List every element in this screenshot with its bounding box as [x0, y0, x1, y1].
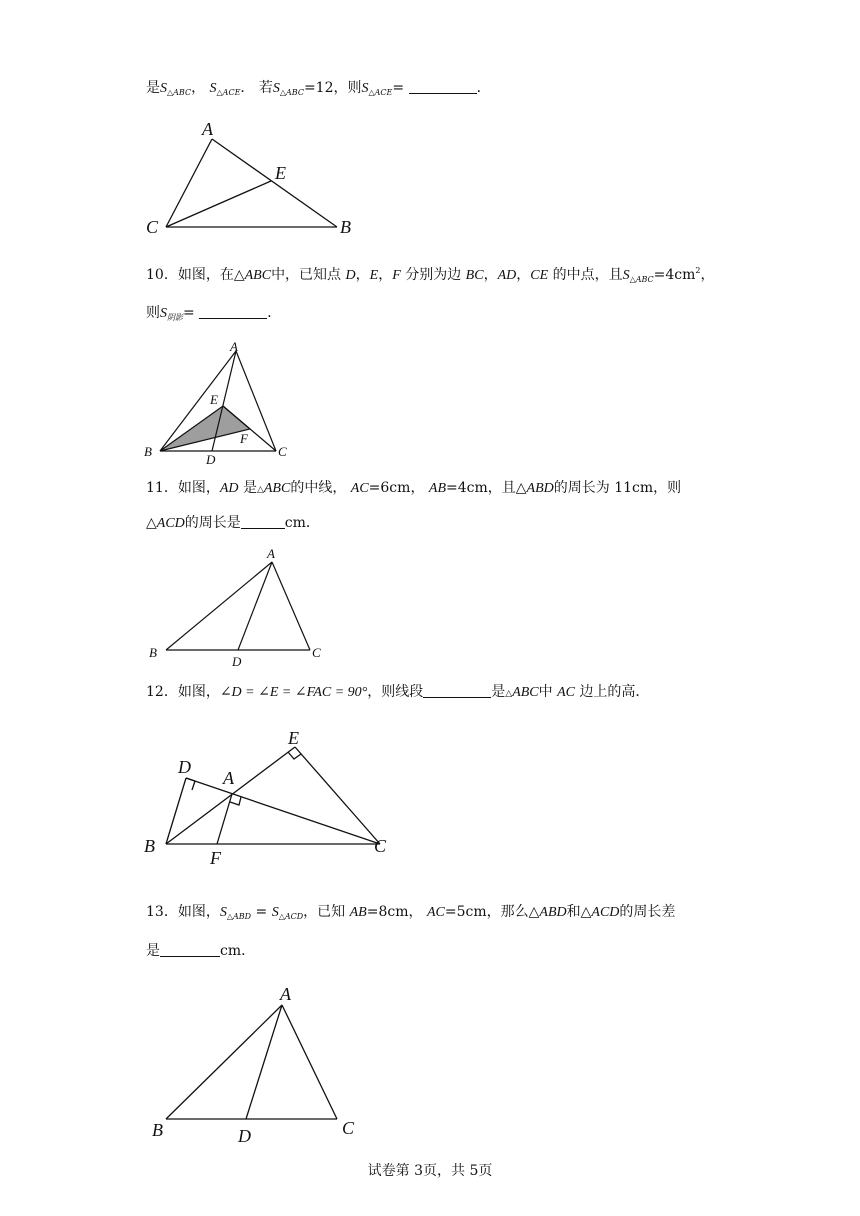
- q11-ac-value: =6cm: [368, 480, 411, 496]
- q13-text1: 如图，: [177, 904, 220, 920]
- fig13-label-d: D: [238, 1126, 251, 1146]
- q9-line: [146, 78, 491, 103]
- q10-text1: 如图，在△: [177, 267, 245, 283]
- q12-line: [146, 682, 649, 704]
- fig12-label-e: E: [288, 728, 299, 748]
- q12-angles: ∠D = ∠E = ∠FAC = 90°: [219, 685, 368, 700]
- q12-answer-blank[interactable]: [423, 683, 491, 698]
- q11-text5: 的周长为 11cm，则: [553, 480, 682, 496]
- fig12-label-d: D: [178, 757, 191, 777]
- q12-text5: 边上的高．: [579, 684, 650, 700]
- fig11-label-b: B: [149, 645, 157, 660]
- q11-acd: ACD: [156, 516, 185, 531]
- fig11-label-d: D: [232, 654, 242, 669]
- q9-period: ．: [240, 80, 255, 96]
- fig9-segment-ce: [166, 181, 271, 227]
- q13-unit: cm．: [220, 943, 256, 959]
- q9-if: 若: [258, 80, 273, 96]
- fig10-label-a: A: [230, 339, 238, 354]
- q13-s2: S: [271, 905, 279, 920]
- q10-line1: [146, 261, 715, 290]
- q11-ab: AB: [428, 481, 446, 496]
- q10-e: E: [369, 268, 379, 283]
- fig9-label-e: E: [275, 163, 286, 183]
- q10-sub: △ABC: [629, 275, 654, 284]
- fig11-side-ab: [166, 562, 272, 650]
- q10-sep4: ，: [516, 267, 531, 283]
- fig12-line-bd: [166, 778, 186, 844]
- fig12-label-f: F: [210, 848, 221, 868]
- q9-eq12: =12: [303, 80, 334, 96]
- q10-sub-shaded: 阴影: [167, 313, 183, 322]
- q13-text5: 的周长差: [619, 904, 676, 920]
- fig11-label-a: A: [267, 546, 275, 561]
- figure-q11: [140, 540, 340, 670]
- fig11-side-ac: [272, 562, 310, 650]
- fig10-label-b: B: [144, 444, 152, 459]
- q9-eq: =: [392, 80, 405, 96]
- q11-text2: 是: [242, 480, 257, 496]
- q10-comma: ，: [700, 267, 715, 283]
- fig10-label-d: D: [206, 452, 216, 467]
- q13-ac: AC: [426, 905, 445, 920]
- q9-s2: S: [209, 81, 217, 96]
- page-footer: 试卷第 3页，共 5页: [367, 1163, 493, 1179]
- fig12-label-b: B: [144, 836, 155, 856]
- q9-then: ，则: [333, 80, 362, 96]
- fig10-shaded-region: [160, 406, 250, 451]
- fig9-label-c: C: [146, 217, 159, 237]
- q10-sup: 2: [695, 266, 701, 275]
- figure-q12: [140, 722, 400, 872]
- fig12-right-angle-a: [230, 797, 241, 805]
- fig10-label-c: C: [278, 444, 287, 459]
- q10-value: =4cm: [653, 267, 696, 283]
- fig12-right-angle-e: [288, 752, 301, 759]
- q12-abc: ABC: [512, 685, 539, 700]
- q9-answer-blank[interactable]: [409, 79, 477, 94]
- fig13-label-b: B: [152, 1120, 163, 1140]
- q10-number: 10．: [146, 267, 178, 283]
- q12-number: 12．: [146, 684, 178, 700]
- q11-number: 11．: [146, 480, 178, 496]
- q13-text2: ，已知: [303, 904, 346, 920]
- q12-text2: ，则线段: [367, 684, 424, 700]
- q10-ad: AD: [497, 268, 517, 283]
- fig12-label-a: A: [223, 768, 234, 788]
- q10-eq: =: [183, 305, 195, 321]
- q11-unit: cm．: [284, 515, 320, 531]
- q10-sep1: ，: [355, 267, 370, 283]
- q12-text3: 是: [491, 684, 506, 700]
- q13-line1: [146, 902, 675, 927]
- q13-line2-pre: 是: [146, 943, 160, 959]
- q12-ac: AC: [557, 685, 575, 700]
- fig13-label-c: C: [342, 1118, 355, 1138]
- q11-line2: [146, 513, 320, 534]
- q9-s4: S: [361, 81, 369, 96]
- q9-sub2: △ACE: [216, 88, 241, 97]
- q13-sub1: △ABD: [226, 912, 252, 921]
- q10-bc: BC: [465, 268, 484, 283]
- q10-ce: CE: [530, 268, 549, 283]
- q9-s3: S: [272, 81, 280, 96]
- q11-tri2: △: [146, 515, 157, 531]
- q13-line2: [146, 941, 255, 961]
- fig9-side-ab: [212, 139, 337, 227]
- q12-text1: 如图，: [177, 684, 220, 700]
- figure-q10: [140, 335, 300, 470]
- fig11-median-ad: [238, 562, 272, 650]
- q13-sub2: △ACD: [278, 912, 304, 921]
- q10-s2: S: [160, 306, 167, 321]
- q12-text4: 中: [538, 684, 553, 700]
- q13-number: 13．: [146, 904, 178, 920]
- q11-text1: 如图，: [177, 480, 220, 496]
- q11-abd: ABD: [526, 481, 554, 496]
- q9-sub1: △ABC: [167, 88, 192, 97]
- q9-comma1: ，: [191, 80, 206, 96]
- q11-line1: [146, 478, 681, 500]
- fig9-label-a: A: [202, 119, 213, 139]
- q13-ab: AB: [349, 905, 367, 920]
- q10-end: ．: [267, 305, 282, 321]
- q10-text4: 的中点，且: [552, 267, 623, 283]
- fig10-label-f: F: [240, 431, 248, 446]
- q9-prefix: 是: [146, 80, 160, 96]
- figure-q9: [140, 115, 370, 240]
- q10-abc: ABC: [244, 268, 272, 283]
- q9-s1: S: [160, 81, 167, 96]
- q10-then: 则: [146, 305, 160, 321]
- q9-sub3: △ABC: [279, 88, 304, 97]
- q10-d: D: [345, 268, 356, 283]
- q13-abd: ABD: [539, 905, 567, 920]
- fig12-right-angle-d: [186, 778, 195, 790]
- fig13-side-ac: [282, 1005, 337, 1119]
- q13-answer-blank[interactable]: [160, 942, 220, 957]
- fig12-label-c: C: [374, 836, 387, 856]
- q9-sub4: △ACE: [368, 88, 393, 97]
- figure-q13: [140, 980, 380, 1145]
- q11-answer-blank[interactable]: [241, 514, 285, 529]
- q13-ac-value: =5cm: [444, 904, 487, 920]
- q11-ac: AC: [350, 481, 369, 496]
- q13-eq: =: [251, 904, 272, 920]
- q10-sep2: ，: [378, 267, 393, 283]
- fig9-label-b: B: [340, 217, 351, 237]
- q11-tri: △: [256, 485, 264, 495]
- q10-text3: 分别为边: [405, 267, 462, 283]
- q9-end: ．: [476, 80, 491, 96]
- q10-text2: 中，已知点: [271, 267, 342, 283]
- fig12-line-af: [217, 794, 232, 844]
- q11-abc: ABC: [263, 481, 291, 496]
- q13-comma: ，: [408, 904, 423, 920]
- q13-ab-value: =8cm: [366, 904, 409, 920]
- q13-text4: 和△: [566, 904, 592, 920]
- q13-acd: ACD: [591, 905, 620, 920]
- q11-ab-value: =4cm: [446, 480, 488, 496]
- q10-f: F: [392, 268, 401, 283]
- q10-s: S: [622, 268, 630, 283]
- fig9-side-ac: [166, 139, 212, 227]
- q11-line2-text: 的周长是: [184, 515, 241, 531]
- q10-line2: [146, 303, 281, 328]
- q11-ad: AD: [219, 481, 239, 496]
- q11-comma: ，: [410, 480, 425, 496]
- fig13-label-a: A: [280, 984, 291, 1004]
- q12-tri: △: [505, 689, 513, 699]
- q13-s1: S: [219, 905, 227, 920]
- q10-answer-blank[interactable]: [199, 304, 267, 319]
- q10-sep3: ，: [483, 267, 498, 283]
- q13-text3: ，那么△: [486, 904, 540, 920]
- fig10-label-e: E: [210, 392, 218, 407]
- fig11-label-c: C: [312, 645, 321, 660]
- q11-text3: 的中线，: [290, 480, 347, 496]
- q11-text4: ，且△: [487, 480, 527, 496]
